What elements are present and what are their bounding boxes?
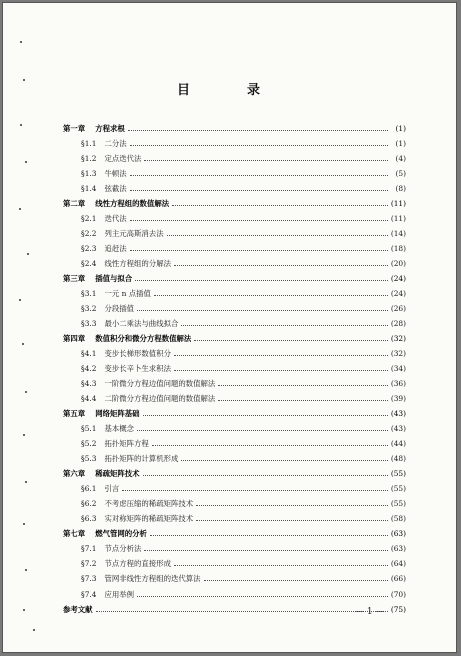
entry-page: (75) [390,604,406,614]
document-page [2,2,457,653]
page-title: 目 录 [176,83,282,98]
dot-leader [174,355,388,356]
dot-leader [130,175,388,176]
entry-page: (43) [390,424,406,434]
entry-title: 节点分析法 [104,544,142,554]
dot-leader [174,265,388,266]
toc-section-entry [63,358,406,373]
toc-section-entry [63,343,406,358]
entry-page: (36) [390,379,406,389]
scan-speck [23,434,25,436]
toc-section-entry [63,253,406,268]
entry-number: §6.2 [81,499,97,509]
entry-page: (34) [390,364,406,374]
scan-speck [23,609,25,611]
dot-leader [204,580,388,581]
dot-leader [137,430,388,431]
entry-number: §1.2 [81,154,97,164]
entry-title: 最小二乘法与曲线拟合 [104,319,179,329]
entry-page: (11) [390,214,406,224]
entry-title: 燃气管网的分析 [95,529,147,539]
toc-section-entry [63,208,406,223]
entry-title: 参考文献 [63,604,93,614]
entry-page: (44) [390,439,406,449]
entry-number: §2.3 [81,244,97,254]
toc-section-entry [63,478,406,493]
toc-section-entry [63,148,406,163]
scan-speck [27,253,29,255]
entry-title: 分段插值 [104,304,135,314]
entry-number: §2.4 [81,259,97,269]
entry-page: (24) [390,289,406,299]
entry-title: 管网非线性方程组的迭代算法 [104,574,201,584]
entry-title: 列主元高斯消去法 [104,229,164,239]
entry-number: §7.4 [81,589,97,599]
entry-title: 一元 n 点插值 [104,289,151,299]
entry-page: (70) [390,589,406,599]
entry-title: 变步长梯形数值积分 [104,349,171,359]
entry-title: 不考虑压缩的稀疏矩阵技术 [104,499,194,509]
entry-number: §4.2 [81,364,97,374]
entry-title: 实对称矩阵的稀疏矩阵技术 [104,514,194,524]
entry-page: (1) [395,139,406,149]
entry-number: §4.3 [81,379,97,389]
entry-number: 第五章 [63,409,86,419]
toc-section-entry [63,433,406,448]
scan-speck [25,391,27,393]
entry-number: §1.4 [81,184,97,194]
dot-leader [181,325,388,326]
entry-page: (55) [390,499,406,509]
entry-number: §5.1 [81,424,97,434]
entry-page: (28) [390,319,406,329]
entry-page: (24) [390,274,406,284]
entry-number: §1.1 [81,139,97,149]
toc-section-entry [63,553,406,568]
toc-section-entry [63,418,406,433]
scan-speck [23,523,25,525]
dot-leader [144,550,388,551]
dot-leader [144,160,388,161]
entry-page: (63) [390,544,406,554]
entry-page: (20) [390,259,406,269]
toc-chapter-entry [63,403,406,418]
entry-title: 应用举例 [104,589,135,599]
entry-title: 拓扑矩阵的计算机形成 [104,454,179,464]
toc-section-entry [63,283,406,298]
entry-title: 线性方程组的分解法 [104,259,171,269]
dot-leader [137,310,388,311]
toc-chapter-entry [63,523,406,538]
dot-leader [174,370,388,371]
entry-title: 线性方程组的数值解法 [95,199,170,209]
entry-title: 迭代法 [104,214,127,224]
toc-section-entry [63,133,406,148]
toc-chapter-entry [63,268,406,283]
entry-page: (11) [390,199,406,209]
entry-title: 网络矩阵基础 [95,409,140,419]
dot-leader [137,596,388,597]
toc-chapter-entry [63,193,406,208]
toc-section-entry [63,583,406,598]
dot-leader [218,385,388,386]
dot-leader [122,490,388,491]
entry-title: 追赶法 [104,244,127,254]
entry-page: (14) [390,229,406,239]
entry-page: (4) [395,154,406,164]
table-of-contents [63,118,406,614]
dot-leader [130,190,388,191]
entry-page: (64) [390,559,406,569]
toc-section-entry [63,163,406,178]
scan-speck [19,299,21,301]
dot-leader [150,535,388,536]
entry-number: §3.1 [81,289,97,299]
entry-number: §5.2 [81,439,97,449]
entry-number: 第六章 [63,469,86,479]
scan-speck [23,79,25,81]
toc-section-entry [63,538,406,553]
entry-number: §3.2 [81,304,97,314]
entry-number: §5.3 [81,454,97,464]
toc-chapter-entry [63,463,406,478]
entry-page: (5) [395,169,406,179]
toc-section-entry [63,223,406,238]
entry-page: (32) [390,349,406,359]
entry-title: 节点方程的直接形成 [104,559,171,569]
entry-page: (18) [390,244,406,254]
entry-number: 第二章 [63,199,86,209]
dot-leader [154,295,388,296]
dot-leader [218,400,388,401]
entry-page: (43) [390,409,406,419]
entry-number: 第七章 [63,529,86,539]
scan-speck [33,629,35,631]
entry-number: §7.3 [81,574,97,584]
entry-title: 拓扑矩阵方程 [104,439,149,449]
entry-number: 第三章 [63,274,86,284]
entry-number: §7.2 [81,559,97,569]
entry-title: 牛顿法 [104,169,127,179]
dot-leader [152,445,388,446]
scan-speck [20,124,22,126]
dot-leader [167,235,388,236]
entry-page: (8) [395,184,406,194]
entry-title: 引言 [104,484,120,494]
entry-page: (55) [390,469,406,479]
toc-section-entry [63,448,406,463]
entry-title: 方程求根 [95,124,125,134]
entry-page: (58) [390,514,406,524]
dot-leader [128,130,388,131]
dot-leader [174,565,388,566]
entry-page: (32) [390,334,406,344]
entry-title: 插值与拟合 [95,274,133,284]
toc-section-entry [63,388,406,403]
entry-number: 第四章 [63,334,86,344]
dot-leader [143,475,388,476]
toc-section-entry [63,493,406,508]
entry-title: 二分法 [104,139,127,149]
dot-leader [196,520,388,521]
dot-leader [196,505,388,506]
entry-page: (55) [390,484,406,494]
toc-chapter-entry [63,328,406,343]
entry-title: 基本概念 [104,424,135,434]
entry-number: §3.3 [81,319,97,329]
entry-title: 定点迭代法 [104,154,142,164]
entry-page: (26) [390,304,406,314]
entry-number: §6.3 [81,514,97,524]
toc-section-entry [63,178,406,193]
entry-number: §7.1 [81,544,97,554]
dot-leader [172,205,388,206]
scan-speck [22,343,24,345]
dot-leader [143,415,388,416]
page-number: — 1 — [355,607,385,617]
toc-section-entry [63,373,406,388]
scan-speck [25,569,27,571]
entry-page: (66) [390,574,406,584]
toc-section-entry [63,568,406,583]
scan-speck [25,161,27,163]
scan-speck [20,41,22,43]
entry-number: §2.1 [81,214,97,224]
dot-leader [181,460,388,461]
entry-number: 第一章 [63,124,86,134]
entry-page: (63) [390,529,406,539]
dot-leader [96,611,388,612]
toc-section-entry [63,313,406,328]
entry-page: (1) [395,124,406,134]
dot-leader [135,280,388,281]
toc-section-entry [63,298,406,313]
entry-title: 一阶微分方程边值问题的数值解法 [104,379,216,389]
entry-title: 弦截法 [104,184,127,194]
toc-section-entry [63,508,406,523]
entry-title: 二阶微分方程边值问题的数值解法 [104,394,216,404]
toc-chapter-entry [63,118,406,133]
entry-title: 数值积分和微分方程数值解法 [95,334,192,344]
entry-number: §2.2 [81,229,97,239]
entry-title: 变步长辛卜生求积法 [104,364,171,374]
scan-speck [19,208,21,210]
dot-leader [194,340,388,341]
entry-number: §6.1 [81,484,97,494]
scan-speck [25,481,27,483]
entry-page: (48) [390,454,406,464]
entry-number: §1.3 [81,169,97,179]
toc-section-entry [63,238,406,253]
entry-number: §4.1 [81,349,97,359]
entry-number: §4.4 [81,394,97,404]
dot-leader [130,145,388,146]
entry-title: 稀疏矩阵技术 [95,469,140,479]
dot-leader [130,220,388,221]
dot-leader [130,250,388,251]
entry-page: (39) [390,394,406,404]
